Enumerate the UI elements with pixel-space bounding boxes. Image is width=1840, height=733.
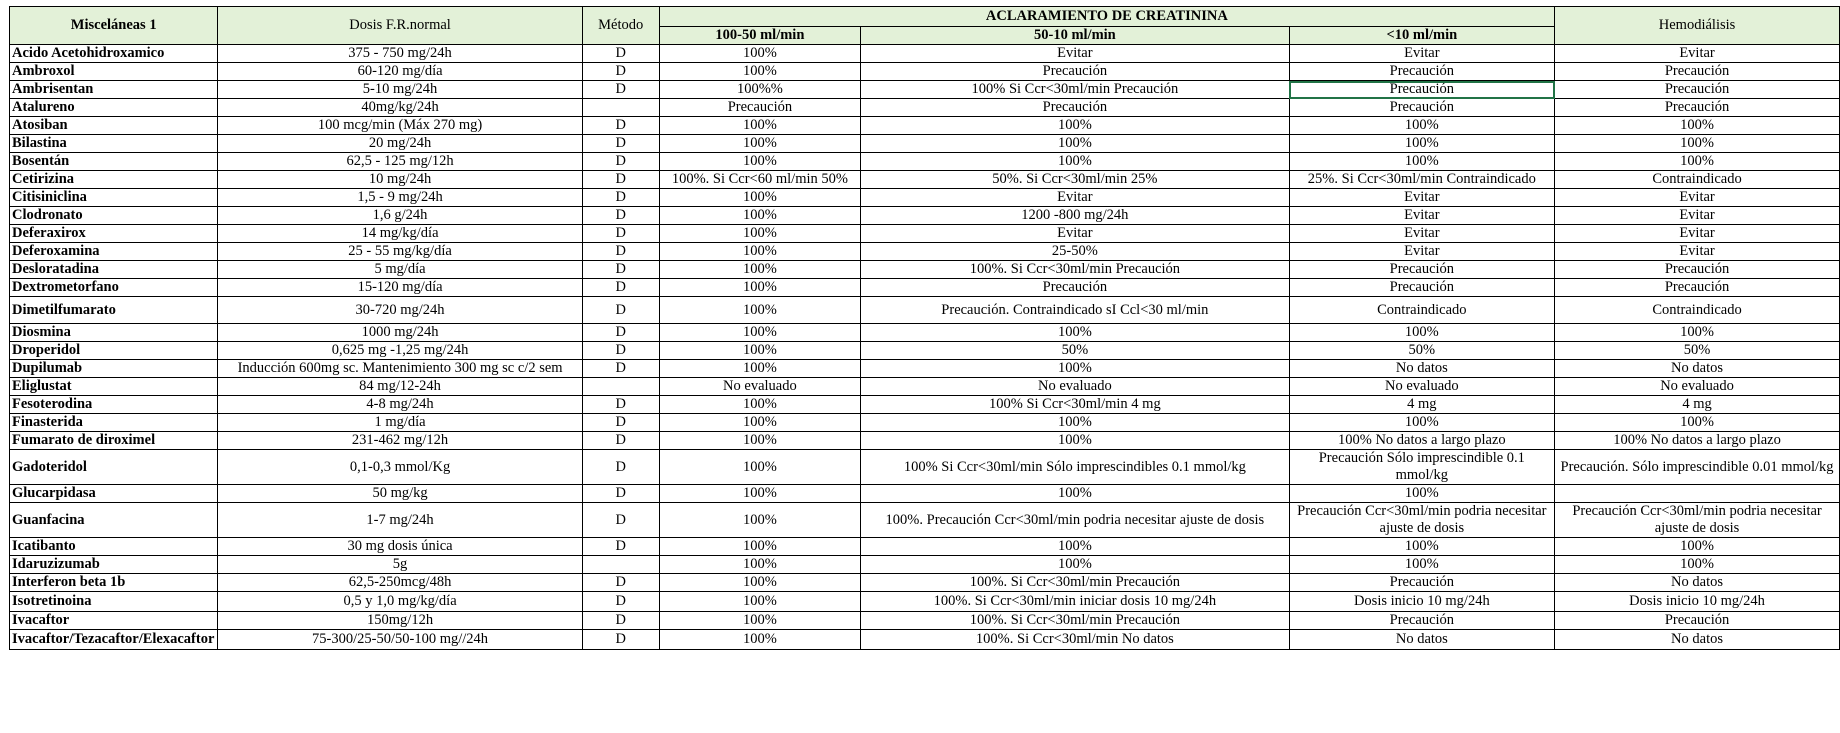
hemodialysis-cell[interactable]: 100%	[1555, 117, 1840, 135]
ccr-50-10-cell[interactable]: Evitar	[861, 189, 1289, 207]
drug-name-cell[interactable]: Droperidol	[10, 342, 218, 360]
ccr-50-10-cell[interactable]: 100%. Si Ccr<30ml/min iniciar dosis 10 mg/24h	[861, 592, 1289, 612]
ccr-50-10-cell[interactable]: Evitar	[861, 225, 1289, 243]
table-row	[10, 556, 1840, 574]
drug-name-cell[interactable]: Finasterida	[10, 414, 218, 432]
table-row	[10, 342, 1840, 360]
ccr-lt10-cell[interactable]: 100%	[1289, 324, 1554, 342]
hemodialysis-cell[interactable]: No datos	[1555, 574, 1840, 592]
dose-cell[interactable]: 231-462 mg/12h	[218, 432, 582, 450]
drug-name-cell[interactable]: Citisiniclina	[10, 189, 218, 207]
ccr-50-10-cell[interactable]: Evitar	[861, 45, 1289, 63]
method-cell[interactable]: D	[582, 153, 659, 171]
dose-cell[interactable]: 1,6 g/24h	[218, 207, 582, 225]
table-row	[10, 450, 1840, 485]
dose-cell[interactable]: 14 mg/kg/día	[218, 225, 582, 243]
ccr-lt10-cell[interactable]: Precaución	[1289, 279, 1554, 297]
hemodialysis-cell[interactable]: Evitar	[1555, 45, 1840, 63]
ccr-100-50-cell[interactable]: 100%	[659, 342, 860, 360]
ccr-50-10-cell[interactable]: 100%	[861, 414, 1289, 432]
dose-cell[interactable]: 1-7 mg/24h	[218, 503, 582, 538]
ccr-lt10-cell[interactable]: 100%	[1289, 414, 1554, 432]
drug-name-cell[interactable]: Bilastina	[10, 135, 218, 153]
drug-name-cell[interactable]: Desloratadina	[10, 261, 218, 279]
header-hemodialysis[interactable]: Hemodiálisis	[1555, 7, 1840, 45]
drug-name-cell[interactable]: Interferon beta 1b	[10, 574, 218, 592]
hemodialysis-cell[interactable]: Precaución Ccr<30ml/min podria necesitar ajuste de dosis	[1555, 503, 1840, 538]
ccr-50-10-cell[interactable]: 100% Si Ccr<30ml/min Sólo imprescindibles 0.1 mmol/kg	[861, 450, 1289, 485]
dose-cell[interactable]: 25 - 55 mg/kg/día	[218, 243, 582, 261]
dose-cell[interactable]: 40mg/kg/24h	[218, 99, 582, 117]
ccr-100-50-cell[interactable]: No evaluado	[659, 378, 860, 396]
dose-cell[interactable]: 30-720 mg/24h	[218, 297, 582, 324]
method-cell[interactable]: D	[582, 225, 659, 243]
dose-cell[interactable]: 0,5 y 1,0 mg/kg/día	[218, 592, 582, 612]
method-cell[interactable]: D	[582, 324, 659, 342]
ccr-50-10-cell[interactable]: 50%. Si Ccr<30ml/min 25%	[861, 171, 1289, 189]
method-cell[interactable]: D	[582, 117, 659, 135]
table-row	[10, 63, 1840, 81]
table-row	[10, 243, 1840, 261]
ccr-100-50-cell[interactable]: 100%	[659, 207, 860, 225]
ccr-50-10-cell[interactable]: 100%. Precaución Ccr<30ml/min podria necesitar ajuste de dosis	[861, 503, 1289, 538]
dose-cell[interactable]: 0,625 mg -1,25 mg/24h	[218, 342, 582, 360]
method-cell[interactable]: D	[582, 81, 659, 99]
ccr-lt10-cell[interactable]: 100%	[1289, 153, 1554, 171]
drug-name-cell[interactable]: Gadoteridol	[10, 450, 218, 485]
ccr-50-10-cell[interactable]: 1200 -800 mg/24h	[861, 207, 1289, 225]
ccr-lt10-cell[interactable]: Precaución	[1289, 574, 1554, 592]
hemodialysis-cell[interactable]: 50%	[1555, 342, 1840, 360]
ccr-lt10-cell[interactable]: 25%. Si Ccr<30ml/min Contraindicado	[1289, 171, 1554, 189]
ccr-100-50-cell[interactable]: 100%	[659, 538, 860, 556]
ccr-50-10-cell[interactable]: Precaución. Contraindicado sI Ccl<30 ml/min	[861, 297, 1289, 324]
dose-cell[interactable]: 15-120 mg/día	[218, 279, 582, 297]
dose-cell[interactable]: 1,5 - 9 mg/24h	[218, 189, 582, 207]
table-row	[10, 225, 1840, 243]
ccr-50-10-cell[interactable]: 100%	[861, 360, 1289, 378]
table-row	[10, 261, 1840, 279]
table-row	[10, 324, 1840, 342]
method-cell[interactable]: D	[582, 297, 659, 324]
ccr-50-10-cell[interactable]: 100% Si Ccr<30ml/min Precaución	[861, 81, 1289, 99]
ccr-100-50-cell[interactable]: 100%	[659, 279, 860, 297]
ccr-100-50-cell[interactable]: 100%	[659, 153, 860, 171]
dose-cell[interactable]: 20 mg/24h	[218, 135, 582, 153]
ccr-lt10-cell[interactable]: 100%	[1289, 135, 1554, 153]
ccr-lt10-cell[interactable]: 50%	[1289, 342, 1554, 360]
ccr-100-50-cell[interactable]: 100%	[659, 450, 860, 485]
ccr-100-50-cell[interactable]: 100%	[659, 243, 860, 261]
hemodialysis-cell[interactable]: 100%	[1555, 556, 1840, 574]
table-row	[10, 189, 1840, 207]
ccr-50-10-cell[interactable]: 25-50%	[861, 243, 1289, 261]
method-cell[interactable]: D	[582, 538, 659, 556]
ccr-50-10-cell[interactable]: 100%	[861, 432, 1289, 450]
dose-cell[interactable]: 0,1-0,3 mmol/Kg	[218, 450, 582, 485]
ccr-50-10-cell[interactable]: Precaución	[861, 279, 1289, 297]
ccr-50-10-cell[interactable]: 100%	[861, 485, 1289, 503]
ccr-lt10-cell[interactable]: Evitar	[1289, 45, 1554, 63]
hemodialysis-cell[interactable]: 100% No datos a largo plazo	[1555, 432, 1840, 450]
ccr-100-50-cell[interactable]: 100%	[659, 414, 860, 432]
ccr-50-10-cell[interactable]: 50%	[861, 342, 1289, 360]
hemodialysis-cell[interactable]: Precaución	[1555, 612, 1840, 630]
drug-name-cell[interactable]: Ambroxol	[10, 63, 218, 81]
dose-cell[interactable]: 100 mcg/min (Máx 270 mg)	[218, 117, 582, 135]
method-cell[interactable]	[582, 99, 659, 117]
hemodialysis-cell[interactable]: No datos	[1555, 360, 1840, 378]
dose-cell[interactable]: 1 mg/día	[218, 414, 582, 432]
dose-cell[interactable]: 5-10 mg/24h	[218, 81, 582, 99]
method-cell[interactable]: D	[582, 63, 659, 81]
ccr-100-50-cell[interactable]: 100%	[659, 261, 860, 279]
hemodialysis-cell[interactable]: 100%	[1555, 414, 1840, 432]
ccr-lt10-cell[interactable]: 100% No datos a largo plazo	[1289, 432, 1554, 450]
ccr-50-10-cell[interactable]: No evaluado	[861, 378, 1289, 396]
drug-name-cell[interactable]: Acido Acetohidroxamico	[10, 45, 218, 63]
drug-name-cell[interactable]: Deferaxirox	[10, 225, 218, 243]
dose-cell[interactable]: 62,5-250mcg/48h	[218, 574, 582, 592]
ccr-100-50-cell[interactable]: 100%	[659, 324, 860, 342]
drug-name-cell[interactable]: Dextrometorfano	[10, 279, 218, 297]
ccr-lt10-cell[interactable]: Dosis inicio 10 mg/24h	[1289, 592, 1554, 612]
header-ccr-50-10[interactable]: 50-10 ml/min	[861, 27, 1289, 45]
hemodialysis-cell[interactable]: 100%	[1555, 324, 1840, 342]
table-row	[10, 135, 1840, 153]
ccr-100-50-cell[interactable]: 100%	[659, 630, 860, 650]
ccr-50-10-cell[interactable]: Precaución	[861, 63, 1289, 81]
drug-name-cell[interactable]: Clodronato	[10, 207, 218, 225]
dose-cell[interactable]: 5 mg/día	[218, 261, 582, 279]
method-cell[interactable]: D	[582, 574, 659, 592]
header-creatinine-clearance[interactable]: ACLARAMIENTO DE CREATININA	[659, 7, 1554, 27]
header-dose[interactable]: Dosis F.R.normal	[218, 7, 582, 45]
dose-cell[interactable]: 150mg/12h	[218, 612, 582, 630]
ccr-100-50-cell[interactable]: 100%	[659, 63, 860, 81]
hemodialysis-cell[interactable]: Precaución	[1555, 63, 1840, 81]
method-cell[interactable]: D	[582, 414, 659, 432]
ccr-lt10-cell[interactable]: 100%	[1289, 538, 1554, 556]
table-row	[10, 117, 1840, 135]
table-row	[10, 45, 1840, 63]
method-cell[interactable]	[582, 556, 659, 574]
drug-name-cell[interactable]: Dupilumab	[10, 360, 218, 378]
ccr-lt10-cell[interactable]: Evitar	[1289, 207, 1554, 225]
table-row	[10, 360, 1840, 378]
hemodialysis-cell[interactable]: Evitar	[1555, 225, 1840, 243]
ccr-lt10-cell[interactable]: No datos	[1289, 630, 1554, 650]
method-cell[interactable]: D	[582, 432, 659, 450]
method-cell[interactable]: D	[582, 592, 659, 612]
hemodialysis-cell[interactable]: Precaución	[1555, 81, 1840, 99]
table-row	[10, 538, 1840, 556]
ccr-100-50-cell[interactable]: 100%	[659, 556, 860, 574]
table-row	[10, 279, 1840, 297]
dose-cell[interactable]: 5g	[218, 556, 582, 574]
header-drug[interactable]: Misceláneas 1	[10, 7, 218, 45]
table-body	[10, 45, 1840, 650]
hemodialysis-cell[interactable]: Evitar	[1555, 207, 1840, 225]
table-row	[10, 99, 1840, 117]
ccr-50-10-cell[interactable]: 100%	[861, 538, 1289, 556]
drug-name-cell[interactable]: Fumarato de diroximel	[10, 432, 218, 450]
table-row	[10, 81, 1840, 99]
table-row	[10, 432, 1840, 450]
ccr-50-10-cell[interactable]: 100% Si Ccr<30ml/min 4 mg	[861, 396, 1289, 414]
header-ccr-lt10[interactable]: <10 ml/min	[1289, 27, 1554, 45]
ccr-lt10-cell[interactable]: 100%	[1289, 556, 1554, 574]
ccr-lt10-cell[interactable]: Precaución Sólo imprescindible 0.1 mmol/kg	[1289, 450, 1554, 485]
drug-name-cell[interactable]: Ambrisentan	[10, 81, 218, 99]
dose-cell[interactable]: 1000 mg/24h	[218, 324, 582, 342]
ccr-lt10-cell[interactable]: Precaución	[1289, 99, 1554, 117]
ccr-lt10-cell[interactable]: No datos	[1289, 360, 1554, 378]
ccr-lt10-cell[interactable]: Evitar	[1289, 243, 1554, 261]
ccr-100-50-cell[interactable]: Precaución	[659, 99, 860, 117]
drug-name-cell[interactable]: Fesoterodina	[10, 396, 218, 414]
method-cell[interactable]: D	[582, 261, 659, 279]
dose-cell[interactable]: 75-300/25-50/50-100 mg//24h	[218, 630, 582, 650]
method-cell[interactable]: D	[582, 189, 659, 207]
table-row	[10, 378, 1840, 396]
header-method[interactable]: Método	[582, 7, 659, 45]
ccr-100-50-cell[interactable]: 100%	[659, 612, 860, 630]
hemodialysis-cell[interactable]: Contraindicado	[1555, 297, 1840, 324]
hemodialysis-cell[interactable]: Precaución	[1555, 99, 1840, 117]
ccr-100-50-cell[interactable]: 100%	[659, 360, 860, 378]
renal-dosing-table	[9, 6, 1840, 650]
method-cell[interactable]: D	[582, 207, 659, 225]
drug-name-cell[interactable]: Isotretinoina	[10, 592, 218, 612]
ccr-100-50-cell[interactable]: 100%. Si Ccr<60 ml/min 50%	[659, 171, 860, 189]
ccr-100-50-cell[interactable]: 100%	[659, 189, 860, 207]
method-cell[interactable]: D	[582, 135, 659, 153]
hemodialysis-cell[interactable]: Precaución	[1555, 279, 1840, 297]
drug-name-cell[interactable]: Ivacaftor	[10, 612, 218, 630]
dose-cell[interactable]: 30 mg dosis única	[218, 538, 582, 556]
ccr-lt10-cell[interactable]: Precaución	[1289, 261, 1554, 279]
ccr-100-50-cell[interactable]: 100%	[659, 396, 860, 414]
ccr-50-10-cell[interactable]: 100%. Si Ccr<30ml/min Precaución	[861, 261, 1289, 279]
drug-name-cell[interactable]: Icatibanto	[10, 538, 218, 556]
dose-cell[interactable]: Inducción 600mg sc. Mantenimiento 300 mg sc c/2 sem	[218, 360, 582, 378]
ccr-lt10-cell[interactable]: Evitar	[1289, 225, 1554, 243]
hemodialysis-cell[interactable]: Precaución. Sólo imprescindible 0.01 mmol/kg	[1555, 450, 1840, 485]
method-cell[interactable]: D	[582, 612, 659, 630]
ccr-lt10-cell[interactable]: Evitar	[1289, 189, 1554, 207]
drug-name-cell[interactable]: Dimetilfumarato	[10, 297, 218, 324]
hemodialysis-cell[interactable]: 4 mg	[1555, 396, 1840, 414]
method-cell[interactable]: D	[582, 45, 659, 63]
ccr-50-10-cell[interactable]: Precaución	[861, 99, 1289, 117]
hemodialysis-cell[interactable]: Dosis inicio 10 mg/24h	[1555, 592, 1840, 612]
ccr-100-50-cell[interactable]: 100%%	[659, 81, 860, 99]
ccr-100-50-cell[interactable]: 100%	[659, 297, 860, 324]
drug-name-cell[interactable]: Cetirizina	[10, 171, 218, 189]
hemodialysis-cell[interactable]: 100%	[1555, 153, 1840, 171]
dose-cell[interactable]: 84 mg/12-24h	[218, 378, 582, 396]
dose-cell[interactable]: 375 - 750 mg/24h	[218, 45, 582, 63]
table-row	[10, 503, 1840, 538]
method-cell[interactable]: D	[582, 503, 659, 538]
method-cell[interactable]: D	[582, 396, 659, 414]
table-row	[10, 612, 1840, 630]
ccr-lt10-cell[interactable]: Precaución	[1289, 81, 1554, 99]
ccr-lt10-cell[interactable]: 100%	[1289, 117, 1554, 135]
drug-name-cell[interactable]: Guanfacina	[10, 503, 218, 538]
ccr-100-50-cell[interactable]: 100%	[659, 503, 860, 538]
ccr-50-10-cell[interactable]: 100%	[861, 117, 1289, 135]
dose-cell[interactable]: 50 mg/kg	[218, 485, 582, 503]
method-cell[interactable]: D	[582, 243, 659, 261]
drug-name-cell[interactable]: Atosiban	[10, 117, 218, 135]
ccr-lt10-cell[interactable]: Contraindicado	[1289, 297, 1554, 324]
method-cell[interactable]: D	[582, 171, 659, 189]
ccr-100-50-cell[interactable]: 100%	[659, 485, 860, 503]
ccr-100-50-cell[interactable]: 100%	[659, 432, 860, 450]
method-cell[interactable]: D	[582, 342, 659, 360]
ccr-lt10-cell[interactable]: Precaución	[1289, 63, 1554, 81]
drug-name-cell[interactable]: Idaruzizumab	[10, 556, 218, 574]
table-row	[10, 574, 1840, 592]
table-row	[10, 485, 1840, 503]
ccr-100-50-cell[interactable]: 100%	[659, 592, 860, 612]
hemodialysis-cell[interactable]: No datos	[1555, 630, 1840, 650]
drug-name-cell[interactable]: Bosentán	[10, 153, 218, 171]
dose-cell[interactable]: 4-8 mg/24h	[218, 396, 582, 414]
method-cell[interactable]: D	[582, 360, 659, 378]
table-row	[10, 171, 1840, 189]
ccr-50-10-cell[interactable]: 100%. Si Ccr<30ml/min Precaución	[861, 612, 1289, 630]
table-row	[10, 592, 1840, 612]
ccr-lt10-cell[interactable]: 4 mg	[1289, 396, 1554, 414]
hemodialysis-cell[interactable]: Contraindicado	[1555, 171, 1840, 189]
drug-name-cell[interactable]: Deferoxamina	[10, 243, 218, 261]
method-cell[interactable]: D	[582, 485, 659, 503]
ccr-50-10-cell[interactable]: 100%	[861, 135, 1289, 153]
ccr-50-10-cell[interactable]: 100%	[861, 153, 1289, 171]
hemodialysis-cell[interactable]: 100%	[1555, 135, 1840, 153]
ccr-100-50-cell[interactable]: 100%	[659, 135, 860, 153]
dose-cell[interactable]: 60-120 mg/día	[218, 63, 582, 81]
hemodialysis-cell[interactable]: No evaluado	[1555, 378, 1840, 396]
ccr-lt10-cell[interactable]: Precaución	[1289, 612, 1554, 630]
drug-name-cell[interactable]: Diosmina	[10, 324, 218, 342]
ccr-50-10-cell[interactable]: 100%. Si Ccr<30ml/min Precaución	[861, 574, 1289, 592]
hemodialysis-cell[interactable]	[1555, 485, 1840, 503]
hemodialysis-cell[interactable]: Evitar	[1555, 243, 1840, 261]
ccr-50-10-cell[interactable]: 100%. Si Ccr<30ml/min No datos	[861, 630, 1289, 650]
hemodialysis-cell[interactable]: 100%	[1555, 538, 1840, 556]
header-ccr-100-50[interactable]: 100-50 ml/min	[659, 27, 860, 45]
drug-name-cell[interactable]: Atalureno	[10, 99, 218, 117]
ccr-lt10-cell[interactable]: No evaluado	[1289, 378, 1554, 396]
drug-name-cell[interactable]: Glucarpidasa	[10, 485, 218, 503]
ccr-lt10-cell[interactable]: 100%	[1289, 485, 1554, 503]
method-cell[interactable]: D	[582, 279, 659, 297]
dose-cell[interactable]: 62,5 - 125 mg/12h	[218, 153, 582, 171]
dose-cell[interactable]: 10 mg/24h	[218, 171, 582, 189]
ccr-100-50-cell[interactable]: 100%	[659, 574, 860, 592]
table-row	[10, 630, 1840, 650]
table-row	[10, 297, 1840, 324]
table-row	[10, 414, 1840, 432]
ccr-100-50-cell[interactable]: 100%	[659, 45, 860, 63]
drug-name-cell[interactable]: Ivacaftor/Tezacaftor/Elexacaftor	[10, 630, 218, 650]
method-cell[interactable]	[582, 378, 659, 396]
hemodialysis-cell[interactable]: Evitar	[1555, 189, 1840, 207]
method-cell[interactable]: D	[582, 450, 659, 485]
table-row	[10, 396, 1840, 414]
ccr-100-50-cell[interactable]: 100%	[659, 225, 860, 243]
hemodialysis-cell[interactable]: Precaución	[1555, 261, 1840, 279]
method-cell[interactable]: D	[582, 630, 659, 650]
ccr-50-10-cell[interactable]: 100%	[861, 324, 1289, 342]
ccr-lt10-cell[interactable]: Precaución Ccr<30ml/min podria necesitar ajuste de dosis	[1289, 503, 1554, 538]
spreadsheet-grid	[9, 6, 1840, 650]
ccr-100-50-cell[interactable]: 100%	[659, 117, 860, 135]
table-row	[10, 207, 1840, 225]
ccr-50-10-cell[interactable]: 100%	[861, 556, 1289, 574]
table-row	[10, 153, 1840, 171]
drug-name-cell[interactable]: Eliglustat	[10, 378, 218, 396]
